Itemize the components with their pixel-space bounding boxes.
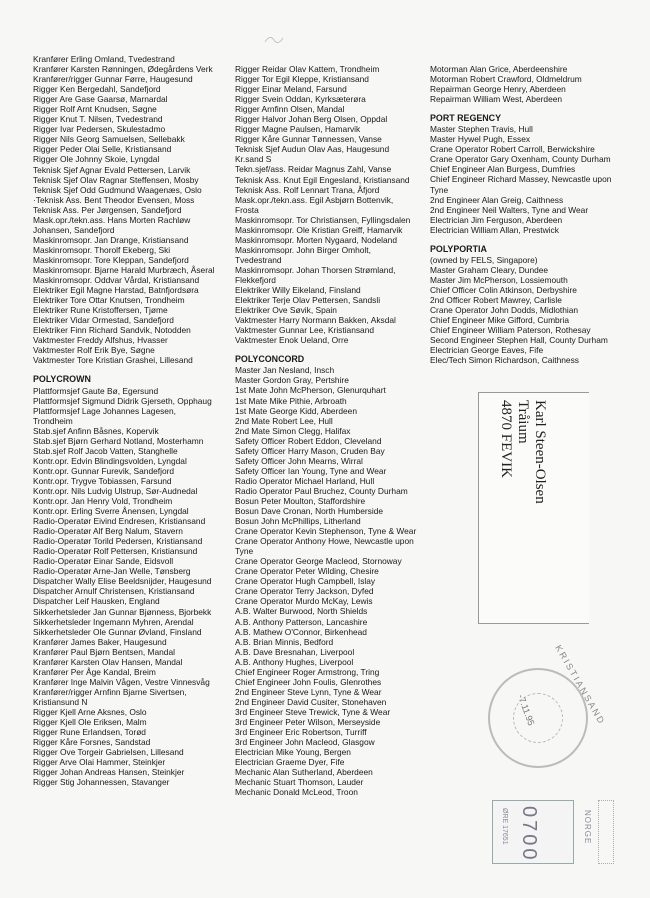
crew-entry: Mechanic Stuart Thomson, Lauder bbox=[235, 777, 364, 788]
crew-entry: 3rd Engineer Eric Robertson, Turriff bbox=[235, 727, 367, 738]
crew-entry: Crane Operator Terry Jackson, Dyfed bbox=[235, 586, 374, 597]
crew-entry: A.B. Anthony Patterson, Lancashire bbox=[235, 616, 368, 627]
crew-entry: Elektriker Ove Søvik, Spain bbox=[235, 305, 337, 316]
crew-entry: Electrician William Allan, Prestwick bbox=[430, 224, 559, 235]
crew-entry: Rigger Rolf Arnt Knudsen, Søgne bbox=[33, 104, 157, 115]
crew-entry: Frosta bbox=[235, 204, 259, 215]
crew-entry: Kranfører James Baker, Haugesund bbox=[33, 636, 167, 647]
address-block bbox=[497, 400, 548, 504]
crew-entry: 3rd Engineer John Macleod, Glasgow bbox=[235, 737, 375, 748]
crew-entry: Crane Operator Peter Wilding, Chesire bbox=[235, 566, 379, 577]
crew-entry: 2nd Engineer Steve Lynn, Tyne & Wear bbox=[235, 686, 382, 697]
crew-entry: Radio-Operatør Rolf Pettersen, Kristiansund bbox=[33, 546, 198, 557]
crew-entry: Johansen, Sandefjord bbox=[33, 224, 115, 235]
crew-entry: Mask.opr./tekn.ass. Egil Asbjørn Bottenvik, bbox=[235, 194, 394, 205]
crew-entry: Elektriker Vidar Ormestad, Sandefjord bbox=[33, 315, 174, 326]
crew-entry: Rigger Halvor Johan Berg Olsen, Oppdal bbox=[235, 114, 388, 125]
crew-entry: A.B. Walter Burwood, North Shields bbox=[235, 606, 368, 617]
crew-entry: Maskinromsopr. Ole Kristian Greiff, Hamarvik bbox=[235, 224, 403, 235]
crew-entry: Motorman Robert Crawford, Oldmeldrum bbox=[430, 74, 582, 85]
crew-entry: Kontr.opr. Edvin Blindingsvolden, Lyngdal bbox=[33, 455, 187, 466]
crew-entry: Rigger Einar Meland, Farsund bbox=[235, 84, 347, 95]
crew-entry: Stab.sjef Bjørn Gerhard Notland, Mosterhamn bbox=[33, 435, 204, 446]
crew-entry: Chief Engineer William Paterson, Rothesay bbox=[430, 325, 591, 336]
crew-entry: Dispatcher Leif Hausken, England bbox=[33, 596, 160, 607]
crew-entry: Mechanic Alan Sutherland, Aberdeen bbox=[235, 767, 373, 778]
crew-entry: Crane Operator Robert Carroll, Berwickshire bbox=[430, 144, 595, 155]
crew-entry: Safety Officer John Mearns, Wirral bbox=[235, 455, 363, 466]
crew-entry: Kranfører Karsten Olav Hansen, Mandal bbox=[33, 656, 183, 667]
crew-entry: 2nd Engineer Alan Greig, Caithness bbox=[430, 194, 564, 205]
crew-entry: Chief Engineer Mike Gifford, Cumbria bbox=[430, 315, 570, 326]
section-heading: POLYPORTIA bbox=[430, 243, 487, 254]
crew-entry: Vaktmester Rolf Erik Bye, Søgne bbox=[33, 345, 155, 356]
crew-entry: Crane Operator Kevin Stephenson, Tyne & Wear bbox=[235, 526, 417, 537]
crew-entry: Rigger Kåre Gunnar Tønnessen, Vanse bbox=[235, 134, 382, 145]
column-middle bbox=[235, 64, 430, 797]
crew-entry: Chief Engineer Richard Massey, Newcastle upon bbox=[430, 174, 612, 185]
crew-entry: Chief Engineer Roger Armstrong, Tring bbox=[235, 666, 380, 677]
crew-entry: 2nd Mate Robert Lee, Hull bbox=[235, 415, 333, 426]
crew-entry: Vaktmester Freddy Alfshus, Hvasser bbox=[33, 335, 168, 346]
crew-entry: Elektriker Tore Ottar Knutsen, Trondheim bbox=[33, 295, 185, 306]
crew-entry: Kranfører/rigger Gunnar Førre, Haugesund bbox=[33, 74, 193, 85]
crew-entry: Rigger Ole Johnny Skoie, Lyngdal bbox=[33, 154, 160, 165]
crew-entry: Kranfører Inge Malvin Vågen, Vestre Vinnesvåg bbox=[33, 676, 210, 687]
crew-entry: Rigger Stig Johannessen, Stavanger bbox=[33, 777, 170, 788]
crew-entry: Rigger Tor Egil Kleppe, Kristiansand bbox=[235, 74, 369, 85]
crew-entry: Rigger Ove Torgeir Gabrielsen, Lillesand bbox=[33, 747, 184, 758]
crew-entry: Sikkerhetsleder Jan Gunnar Bjønness, Bjorbekk bbox=[33, 606, 212, 617]
crew-entry: Radio-Operatør Torild Pedersen, Kristiansand bbox=[33, 536, 203, 547]
crew-entry: Kontr.opr. Erling Sverre Ånensen, Lyngdal bbox=[33, 506, 189, 517]
crew-entry: 1st Mate George Kidd, Aberdeen bbox=[235, 405, 357, 416]
crew-entry: Teknisk Sjef Agnar Evald Pettersen, Larvik bbox=[33, 164, 191, 175]
crew-entry: Master Jim McPherson, Lossiemouth bbox=[430, 274, 568, 285]
crew-entry: Kranfører/rigger Arnfinn Bjarne Sivertsen, bbox=[33, 686, 187, 697]
crew-entry: Repairman George Henry, Aberdeen bbox=[430, 84, 566, 95]
crew-entry: Rigger Reidar Olav Kattem, Trondheim bbox=[235, 64, 380, 74]
crew-entry: Safety Officer Harry Mason, Cruden Bay bbox=[235, 445, 385, 456]
crew-entry: Radio-Operatør Alf Berg Nalum, Stavern bbox=[33, 526, 183, 537]
crew-entry: 3rd Engineer Peter Wilson, Merseyside bbox=[235, 717, 381, 727]
crew-entry: Tyne bbox=[235, 546, 254, 557]
crew-entry: Master Stephen Travis, Hull bbox=[430, 124, 533, 135]
crew-entry: Elektriker Willy Eikeland, Finsland bbox=[235, 285, 361, 296]
crew-entry: Kontr.opr. Nils Ludvig Ulstrup, Sør-Audnedal bbox=[33, 485, 198, 496]
crew-entry: A.B. Mathew O'Connor, Birkenhead bbox=[235, 626, 367, 637]
crew-entry: Kontr.opr. Gunnar Furevik, Sandefjord bbox=[33, 465, 175, 476]
crew-entry: Chief Engineer John Foulis, Glenrothes bbox=[235, 676, 382, 687]
crew-entry: Radio Operator Paul Bruchez, County Durham bbox=[235, 485, 408, 496]
crew-entry: Stab.sjef Anfinn Båsnes, Kopervik bbox=[33, 425, 159, 436]
crew-entry: Plattformsjef Sigmund Didrik Gjerseth, Opphaug bbox=[33, 395, 212, 406]
crew-entry: Kranfører Erling Omland, Tvedestrand bbox=[33, 54, 175, 64]
crew-entry: Trondheim bbox=[33, 415, 73, 426]
crew-entry: Tyne bbox=[430, 184, 449, 195]
crew-entry: Maskinromsopr. Bjarne Harald Murbræch, Åseral bbox=[33, 264, 215, 275]
crew-entry: Teknisk Ass. Rolf Lennart Trana, Åfjord bbox=[235, 184, 380, 195]
stamp-perforation bbox=[598, 800, 614, 864]
crew-entry: Safety Officer Robert Eddon, Cleveland bbox=[235, 435, 382, 446]
stamp-value: 0700 bbox=[518, 806, 540, 863]
crew-entry: A.B. Brian Minnis, Bedford bbox=[235, 636, 334, 647]
crew-entry: Vaktmester Tore Kristian Grashei, Lillesand bbox=[33, 355, 193, 366]
crew-entry: Rigger Svein Oddan, Kyrksæterøra bbox=[235, 94, 366, 105]
crew-entry: Plattformsjef Gaute Bø, Egersund bbox=[33, 385, 159, 396]
crew-entry: Rigger Nils Georg Samuelsen, Sellebakk bbox=[33, 134, 185, 145]
crew-entry: Rigger Peder Olai Selle, Kristiansand bbox=[33, 144, 172, 155]
crew-entry: Rigger Knut T. Nilsen, Tvedestrand bbox=[33, 114, 163, 125]
crew-entry: Sikkerhetsleder Ole Gunnar Øvland, Finsland bbox=[33, 626, 202, 637]
crew-entry: Repairman William West, Aberdeen bbox=[430, 94, 563, 105]
crew-entry: Elektriker Rune Kristoffersen, Tjøme bbox=[33, 305, 168, 316]
crew-entry: Rigger Are Gase Gaarsø, Marnardal bbox=[33, 94, 168, 105]
crew-entry: Electrician George Eaves, Fife bbox=[430, 345, 544, 356]
crew-entry: Mechanic Donald McLeod, Troon bbox=[235, 787, 358, 798]
crew-entry: Maskinromsopr. Morten Nygaard, Nodeland bbox=[235, 234, 397, 245]
crew-entry: Crane Operator Anthony Howe, Newcastle upon bbox=[235, 536, 414, 547]
crew-entry: Kr.sand S bbox=[235, 154, 272, 165]
crew-entry: Vaktmester Enok Ueland, Orre bbox=[235, 335, 349, 346]
crew-entry: Flekkefjord bbox=[235, 274, 276, 285]
crew-entry: Rigger Arve Olai Hammer, Steinkjer bbox=[33, 757, 166, 768]
section-heading: POLYCONCORD bbox=[235, 354, 305, 365]
crew-entry: Kranfører Per Åge Kandal, Breim bbox=[33, 666, 156, 677]
crew-entry: Vaktmester Gunnar Lee, Kristiansand bbox=[235, 325, 375, 336]
crew-entry: Crane Operator Hugh Campbell, Islay bbox=[235, 576, 376, 587]
crew-entry: Rigger Kjell Arne Aksnes, Oslo bbox=[33, 707, 147, 717]
crew-entry: Kranfører Paul Bjørn Bentsen, Mandal bbox=[33, 646, 175, 657]
crew-entry: Plattformsjef Lage Johannes Lagesen, bbox=[33, 405, 176, 416]
crew-entry: Crane Operator Gary Oxenham, County Durham bbox=[430, 154, 611, 165]
crew-entry: Sikkerhetsleder Ingemann Myhren, Arendal bbox=[33, 616, 194, 627]
crew-entry: Bosun Peter Moulton, Staffordshire bbox=[235, 495, 366, 506]
crew-entry: Crane Operator Murdo McKay, Lewis bbox=[235, 596, 373, 607]
crew-entry: Electrician Mike Young, Bergen bbox=[235, 747, 351, 758]
crew-entry: ·Teknisk Ass. Bent Theodor Evensen, Moss bbox=[33, 194, 195, 205]
address-name: Karl Steen-Olsen bbox=[532, 400, 548, 504]
crew-entry: Elec/Tech Simon Richardson, Caithness bbox=[430, 355, 579, 366]
crew-entry: Rigger Ivar Pedersen, Skulestadmo bbox=[33, 124, 166, 135]
crew-entry: Rigger Rune Erlandsen, Torød bbox=[33, 727, 146, 738]
crew-entry: Dispatcher Wally Elise Beeldsnijder, Haugesund bbox=[33, 576, 212, 587]
crew-entry: 3rd Engineer Steve Trewick, Tyne & Wear bbox=[235, 706, 391, 717]
crew-entry: Crane Operator John Dodds, Midlothian bbox=[430, 305, 579, 316]
crew-entry: Kristiansund N bbox=[33, 696, 88, 707]
address-postcode: 4870 FEVIK bbox=[498, 400, 514, 478]
crew-entry: Stab.sjef Rolf Jacob Vatten, Stanghelle bbox=[33, 445, 178, 456]
crew-entry: Crane Operator George Macleod, Stornoway bbox=[235, 556, 402, 567]
crew-entry: Dispatcher Arnulf Christensen, Kristiansand bbox=[33, 586, 195, 597]
crew-entry: 2nd Engineer David Cusiter, Stonehaven bbox=[235, 696, 387, 707]
crew-entry: Maskinromsopr. Tore Kleppan, Sandefjord bbox=[33, 254, 189, 265]
crew-entry: Maskinromsopr. Tor Christiansen, Fyllingsdalen bbox=[235, 214, 411, 225]
address-street: Tråium bbox=[515, 400, 531, 444]
column-left bbox=[33, 54, 228, 787]
scribble-mark bbox=[262, 30, 286, 50]
crew-entry: Tekn.sjef/ass. Reidar Magnus Zahl, Vanse bbox=[235, 164, 392, 175]
crew-entry: Rigger Ken Bergedahl, Sandefjord bbox=[33, 84, 161, 95]
crew-entry: Elektriker Terje Olav Pettersen, Sandsli bbox=[235, 295, 381, 306]
crew-entry: Bosun John McPhillips, Litherland bbox=[235, 516, 361, 527]
crew-entry: Vaktmester Harry Normann Bakken, Aksdal bbox=[235, 315, 396, 326]
crew-entry: 2nd Engineer Neil Walters, Tyne and Wear bbox=[430, 204, 589, 215]
crew-entry: (owned by FELS, Singapore) bbox=[430, 254, 538, 265]
section-heading: PORT REGENCY bbox=[430, 113, 502, 124]
crew-entry: Elektriker Finn Richard Sandvik, Notodden bbox=[33, 325, 191, 336]
crew-entry: Chief Officer Colin Atkinson, Derbyshire bbox=[430, 284, 577, 295]
crew-entry: Teknisk Sjef Audun Olav Aas, Haugesund bbox=[235, 144, 390, 155]
crew-entry: Mask.opr./tekn.ass. Hans Morten Rachløw bbox=[33, 214, 191, 225]
crew-entry: 1st Mate John McPherson, Glenurquhart bbox=[235, 385, 386, 396]
crew-entry: Bosun Dave Cronan, North Humberside bbox=[235, 506, 384, 517]
crew-entry: Teknisk Ass. Knut Egil Engesland, Kristiansand bbox=[235, 174, 410, 185]
crew-entry: Kontr.opr. Trygve Tobiassen, Farsund bbox=[33, 475, 172, 486]
crew-entry: Teknisk Ass. Per Jørgensen, Sandefjord bbox=[33, 204, 182, 215]
crew-entry: Maskinromsopr. Oddvar Vårdal, Kristiansand bbox=[33, 275, 200, 286]
crew-entry: Tvedestrand bbox=[235, 254, 282, 265]
crew-entry: Maskinromsopr. Jan Drange, Kristiansand bbox=[33, 234, 189, 245]
stamp-serial: 17651 bbox=[501, 825, 508, 845]
crew-entry: Maskinromsopr. John Birger Omholt, bbox=[235, 244, 371, 255]
crew-entry: Radio-Operatør Arne-Jan Welle, Tønsberg bbox=[33, 566, 191, 577]
crew-entry: 2nd Mate Simon Clegg, Halifax bbox=[235, 425, 351, 436]
crew-entry: Kranfører Karsten Rønningen, Ødegårdens Verk bbox=[33, 64, 213, 75]
postmark-text: KRISTIANSAND bbox=[553, 643, 608, 727]
crew-entry: Rigger Kjell Ole Eriksen, Malm bbox=[33, 717, 147, 728]
postmark-date: -7.11.95 bbox=[515, 693, 537, 727]
crew-entry: Master Graham Cleary, Dundee bbox=[430, 264, 549, 275]
crew-entry: A.B. Anthony Hughes, Liverpool bbox=[235, 656, 354, 667]
column-right bbox=[430, 64, 630, 365]
crew-entry: A.B. Dave Bresnahan, Liverpool bbox=[235, 646, 355, 657]
stamp-number bbox=[501, 808, 508, 845]
crew-entry: Elektriker Egil Magne Harstad, Batnfjordsøra bbox=[33, 285, 199, 296]
crew-entry: Electrician Jim Ferguson, Aberdeen bbox=[430, 214, 563, 225]
crew-entry: Rigger Johan Andreas Hansen, Steinkjer bbox=[33, 767, 185, 778]
crew-entry: 1st Mate Mike Pithie, Arbroath bbox=[235, 395, 347, 406]
crew-entry: Maskinromsopr. Thorolf Ekeberg, Ski bbox=[33, 244, 171, 255]
crew-entry: Radio Operator Michael Harland, Hull bbox=[235, 475, 375, 486]
crew-entry: Rigger Magne Paulsen, Hamarvik bbox=[235, 124, 361, 135]
section-heading: POLYCROWN bbox=[33, 374, 91, 385]
crew-entry: Rigger Arnfinn Olsen, Mandal bbox=[235, 104, 345, 115]
crew-entry: Electrician Graeme Dyer, Fife bbox=[235, 757, 345, 768]
crew-entry: Teknisk Sjef Odd Gudmund Waagenæs, Oslo bbox=[33, 184, 202, 195]
stamp-country: NORGE bbox=[583, 810, 592, 845]
crew-entry: Motorman Alan Grice, Aberdeenshire bbox=[430, 64, 568, 74]
crew-entry: Radio-Operatør Eivind Endresen, Kristiansand bbox=[33, 516, 206, 527]
crew-entry: Master Jan Nesland, Insch bbox=[235, 365, 335, 376]
crew-entry: Master Hywel Pugh, Essex bbox=[430, 134, 531, 145]
crew-entry: Chief Engineer Alan Burgess, Dumfries bbox=[430, 164, 576, 175]
crew-entry: Kontr.opr. Jan Henry Vold, Trondheim bbox=[33, 496, 173, 507]
crew-entry: Maskinromsopr. Johan Thorsen Strømland, bbox=[235, 264, 396, 275]
crew-entry: Second Engineer Stephen Hall, County Durham bbox=[430, 335, 608, 346]
crew-entry: Radio-Operatør Einar Sande, Eidsvoll bbox=[33, 556, 174, 567]
crew-entry: Safety Officer Ian Young, Tyne and Wear bbox=[235, 465, 387, 476]
crew-entry: Rigger Kåre Forsnes, Sandstad bbox=[33, 737, 151, 748]
crew-entry: Teknisk Sjef Olav Ragnar Steffensen, Mosby bbox=[33, 174, 199, 185]
crew-entry: Master Gordon Gray, Pertshire bbox=[235, 375, 349, 386]
crew-entry: 2nd Officer Robert Mawrey, Carlisle bbox=[430, 294, 562, 305]
stamp-ore: ØRE bbox=[501, 808, 508, 824]
